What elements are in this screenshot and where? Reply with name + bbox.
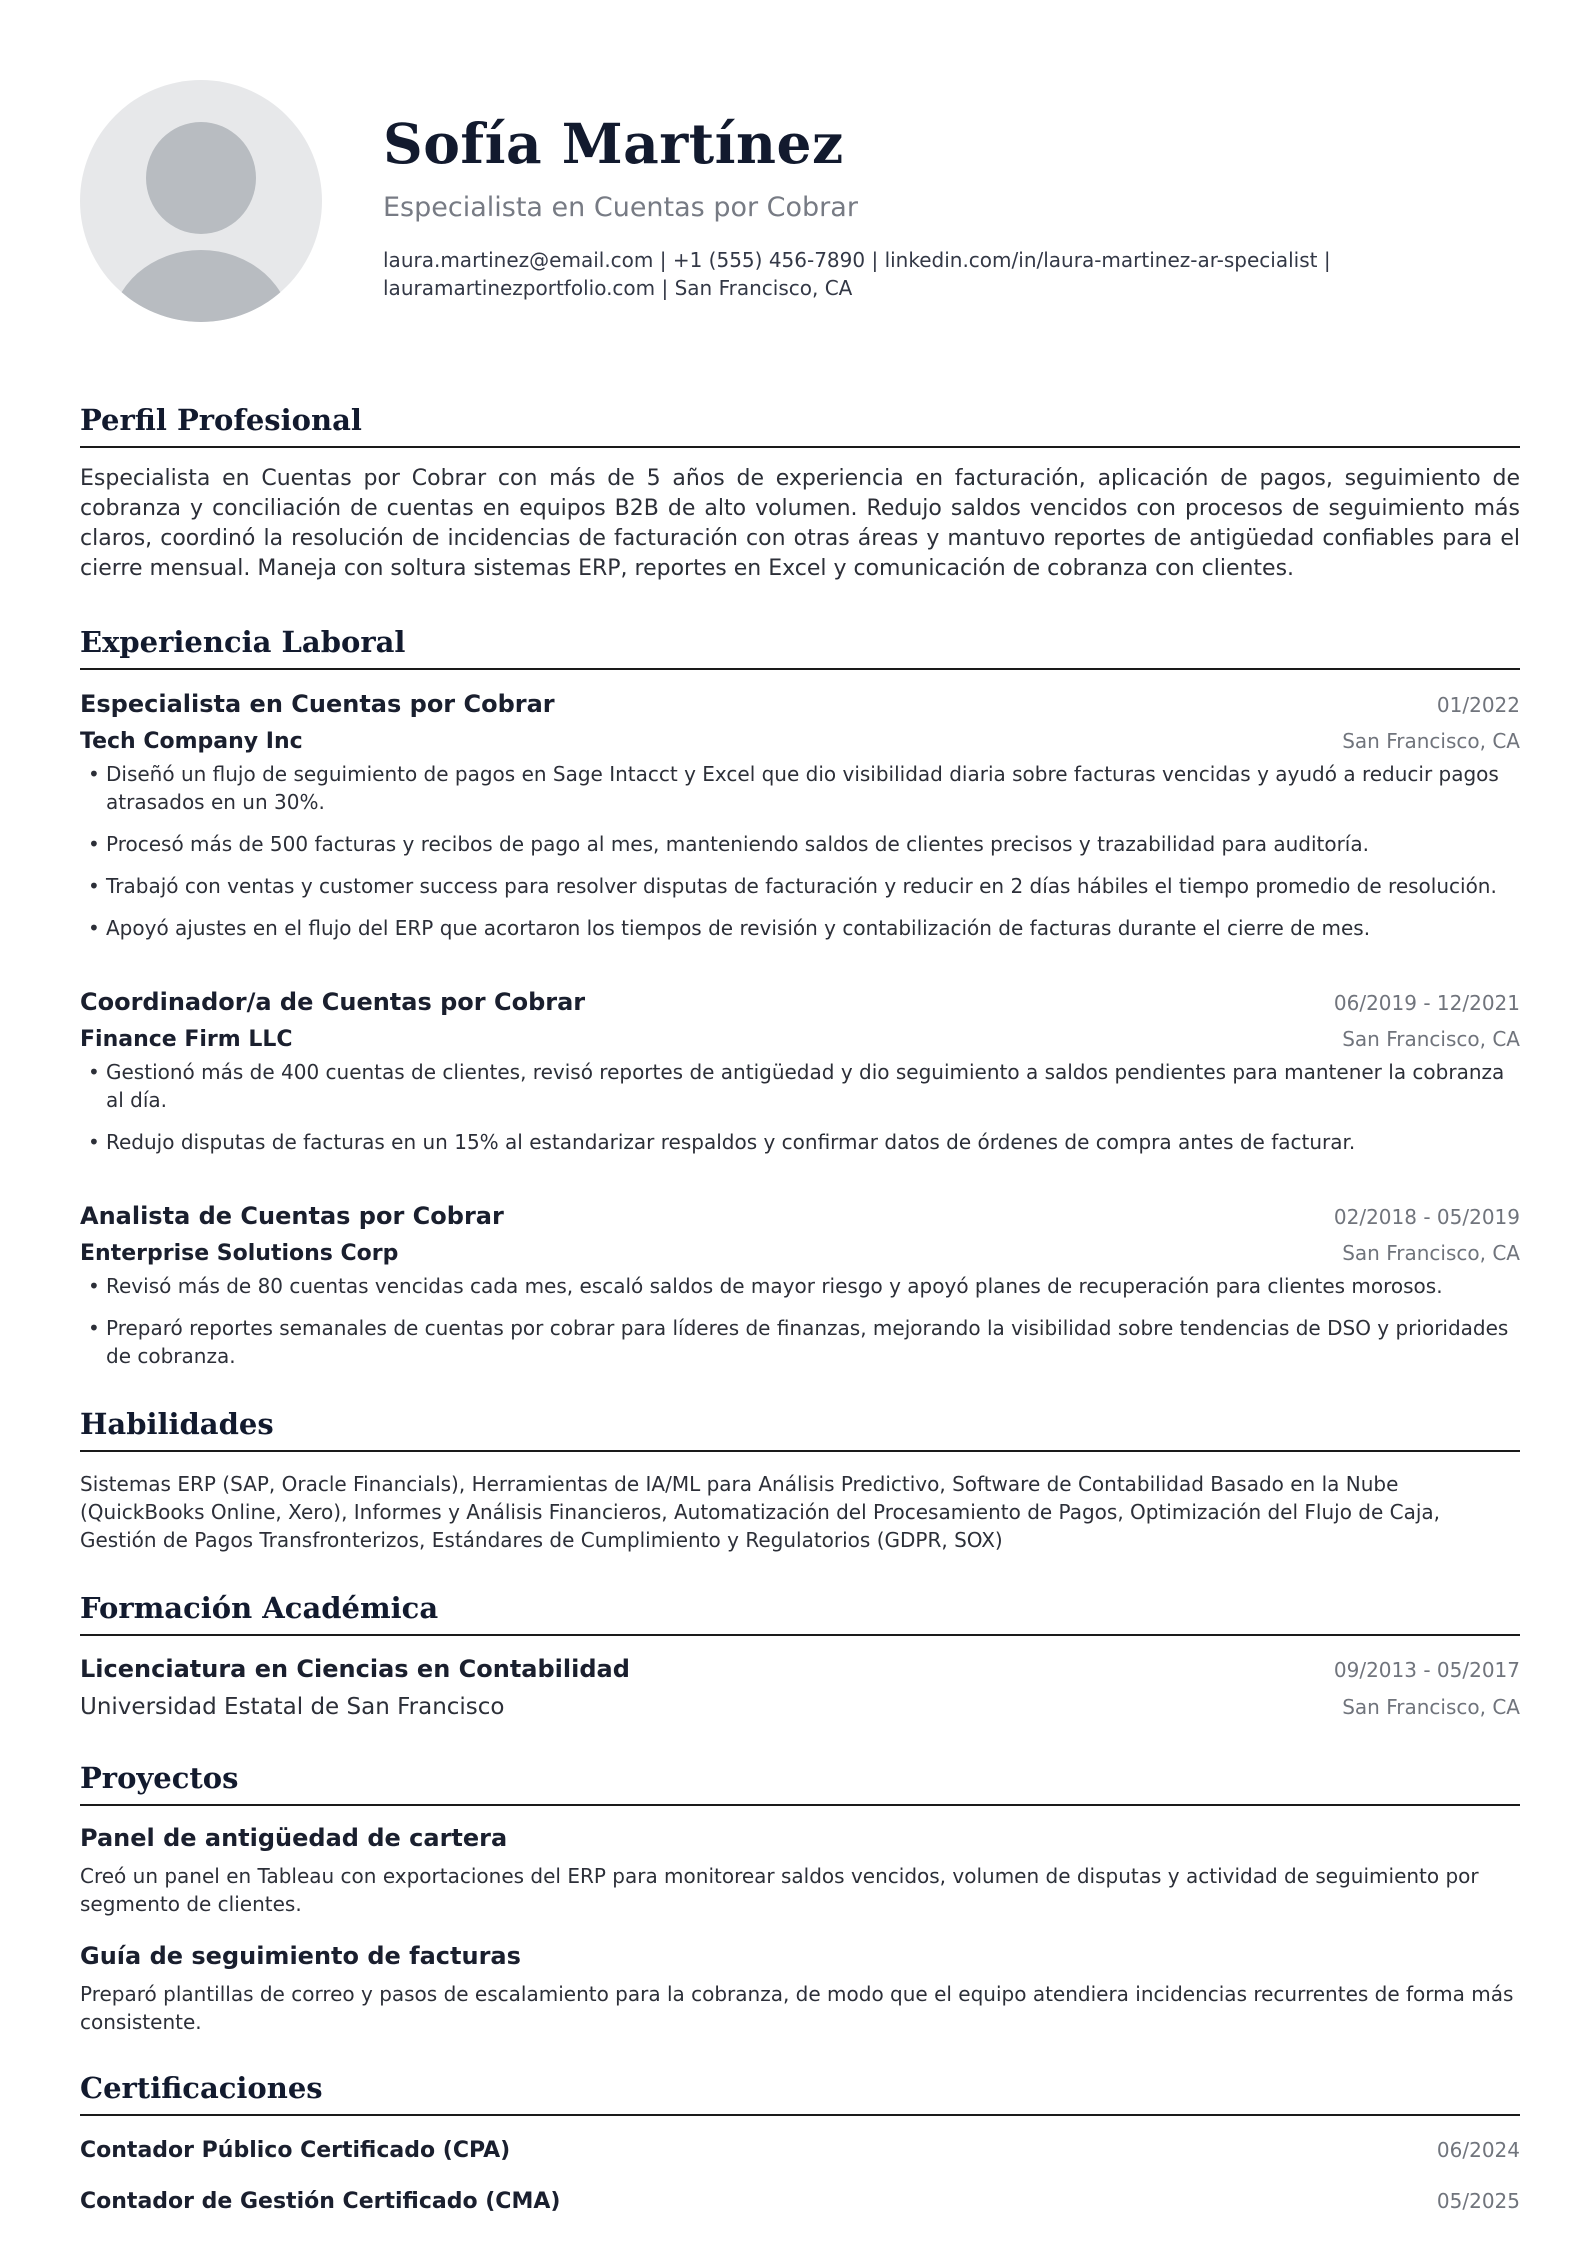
certification-date: 06/2024 <box>1436 2138 1520 2162</box>
job-date: 01/2022 <box>1436 693 1520 717</box>
profile-section <box>80 400 1520 584</box>
bullet-item <box>80 1314 1520 1370</box>
job-company: Tech Company Inc <box>80 729 303 754</box>
bullet-text: Procesó más de 500 facturas y recibos de pago al mes, manteniendo saldos de clientes precisos y trazabilidad para auditoría. <box>106 832 1369 856</box>
section-title-skills: Habilidades <box>80 1404 1520 1452</box>
candidate-title: Especialista en Cuentas por Cobrar <box>383 192 858 223</box>
bullet-item <box>80 1128 1520 1156</box>
bullet-dot-icon: • <box>88 916 100 940</box>
bullet-text: Apoyó ajustes en el flujo del ERP que acortaron los tiempos de revisión y contabilización de facturas durante el cierre de mes. <box>106 916 1371 940</box>
bullet-item <box>80 830 1520 858</box>
education-date: 09/2013 - 05/2017 <box>1333 1658 1520 1682</box>
experience-section <box>80 622 1520 1370</box>
bullet-text: Redujo disputas de facturas en un 15% al estandarizar respaldos y confirmar datos de órdenes de compra antes de facturar. <box>106 1130 1356 1154</box>
job-company: Finance Firm LLC <box>80 1027 293 1052</box>
avatar-silhouette <box>80 80 322 322</box>
bullet-item <box>80 872 1520 900</box>
profile-text: Especialista en Cuentas por Cobrar con más de 5 años de experiencia en facturación, aplicación de pagos, seguimiento de cobranza y conciliación de cuentas en equipos B2B de alto volumen. Redujo saldos vencidos con procesos de seguimiento más claros, coordinó la resolución de incidencias de facturación con otras áreas y mantuvo reportes de antigüedad confiables para el cierre mensual. Maneja con soltura sistemas ERP, reportes en Excel y comunicación de cobranza con clientes. <box>80 466 1520 581</box>
job-role: Analista de Cuentas por Cobrar <box>80 1202 504 1230</box>
certification-name: Contador Público Certificado (CPA) <box>80 2138 511 2163</box>
certification-name: Contador de Gestión Certificado (CMA) <box>80 2189 561 2214</box>
candidate-name: Sofía Martínez <box>383 111 844 176</box>
certifications-section <box>80 2068 1520 2220</box>
bullet-dot-icon: • <box>88 874 100 898</box>
skills-section <box>80 1404 1520 1554</box>
section-title-certifications: Certificaciones <box>80 2068 1520 2116</box>
bullet-item <box>80 1272 1520 1300</box>
contact-info <box>383 246 1523 302</box>
person-avatar-icon <box>80 80 322 322</box>
education-location: San Francisco, CA <box>1342 1695 1520 1719</box>
education-section <box>80 1588 1520 1726</box>
education-school: Universidad Estatal de San Francisco <box>80 1694 505 1720</box>
contact-line-2: lauramartinezportfolio.com | San Francisco, CA <box>383 276 853 300</box>
bullet-text: Diseñó un flujo de seguimiento de pagos en Sage Intacct y Excel que dio visibilidad diaria sobre facturas vencidas y ayudó a reducir pagos atrasados en un 30%. <box>106 762 1499 814</box>
contact-line-1: laura.martinez@email.com | +1 (555) 456-7890 | linkedin.com/in/laura-martinez-ar-specialist | <box>383 248 1331 272</box>
section-title-projects: Proyectos <box>80 1758 1520 1806</box>
certification-date: 05/2025 <box>1436 2189 1520 2213</box>
job-bullets <box>80 1272 1520 1370</box>
job-entry <box>80 686 1520 942</box>
bullet-dot-icon: • <box>88 762 100 786</box>
resume-body <box>80 400 1520 2220</box>
projects-section <box>80 1758 1520 2036</box>
job-company: Enterprise Solutions Corp <box>80 1241 399 1266</box>
section-title-profile: Perfil Profesional <box>80 400 1520 448</box>
job-bullets <box>80 1058 1520 1156</box>
bullet-text: Revisó más de 80 cuentas vencidas cada mes, escaló saldos de mayor riesgo y apoyó planes de recuperación para clientes morosos. <box>106 1274 1443 1298</box>
job-location: San Francisco, CA <box>1342 1027 1520 1051</box>
bullet-item <box>80 760 1520 816</box>
job-role: Especialista en Cuentas por Cobrar <box>80 690 555 718</box>
bullet-dot-icon: • <box>88 1060 100 1084</box>
bullet-dot-icon: • <box>88 832 100 856</box>
job-location: San Francisco, CA <box>1342 729 1520 753</box>
job-bullets <box>80 760 1520 942</box>
job-date: 02/2018 - 05/2019 <box>1333 1205 1520 1229</box>
job-entry <box>80 984 1520 1156</box>
bullet-text: Gestionó más de 400 cuentas de clientes, revisó reportes de antigüedad y dio seguimiento a saldos pendientes para mantener la cobranza al día. <box>106 1060 1505 1112</box>
section-title-experience: Experiencia Laboral <box>80 622 1520 670</box>
project-description: Creó un panel en Tableau con exportaciones del ERP para monitorear saldos vencidos, volumen de disputas y actividad de seguimiento por segmento de clientes. <box>80 1864 1479 1916</box>
education-degree: Licenciatura en Ciencias en Contabilidad <box>80 1655 630 1683</box>
header <box>383 104 1523 302</box>
job-role: Coordinador/a de Cuentas por Cobrar <box>80 988 586 1016</box>
bullet-dot-icon: • <box>88 1130 100 1154</box>
skills-text: Sistemas ERP (SAP, Oracle Financials), Herramientas de IA/ML para Análisis Predictivo, Software de Contabilidad Basado en la Nube (QuickBooks Online, Xero), Informes y Análisis Financieros, Automatización del Procesamiento de Pagos, Optimización del Flujo de Caja, Gestión de Pagos Transfronterizos, Estándares de Cumplimiento y Regulatorios (GDPR, SOX) <box>80 1472 1441 1552</box>
bullet-dot-icon: • <box>88 1316 100 1340</box>
bullet-item <box>80 1058 1520 1114</box>
job-entry <box>80 1198 1520 1370</box>
section-title-education: Formación Académica <box>80 1588 1520 1636</box>
project-name: Panel de antigüedad de cartera <box>80 1824 508 1852</box>
job-location: San Francisco, CA <box>1342 1241 1520 1265</box>
bullet-dot-icon: • <box>88 1274 100 1298</box>
project-description: Preparó plantillas de correo y pasos de escalamiento para la cobranza, de modo que el equipo atendiera incidencias recurrentes de forma más consistente. <box>80 1982 1514 2034</box>
project-name: Guía de seguimiento de facturas <box>80 1942 521 1970</box>
job-date: 06/2019 - 12/2021 <box>1333 991 1520 1015</box>
bullet-item <box>80 914 1520 942</box>
bullet-text: Trabajó con ventas y customer success para resolver disputas de facturación y reducir en 2 días hábiles el tiempo promedio de resolución. <box>106 874 1497 898</box>
bullet-text: Preparó reportes semanales de cuentas por cobrar para líderes de finanzas, mejorando la visibilidad sobre tendencias de DSO y prioridades de cobranza. <box>106 1316 1509 1368</box>
